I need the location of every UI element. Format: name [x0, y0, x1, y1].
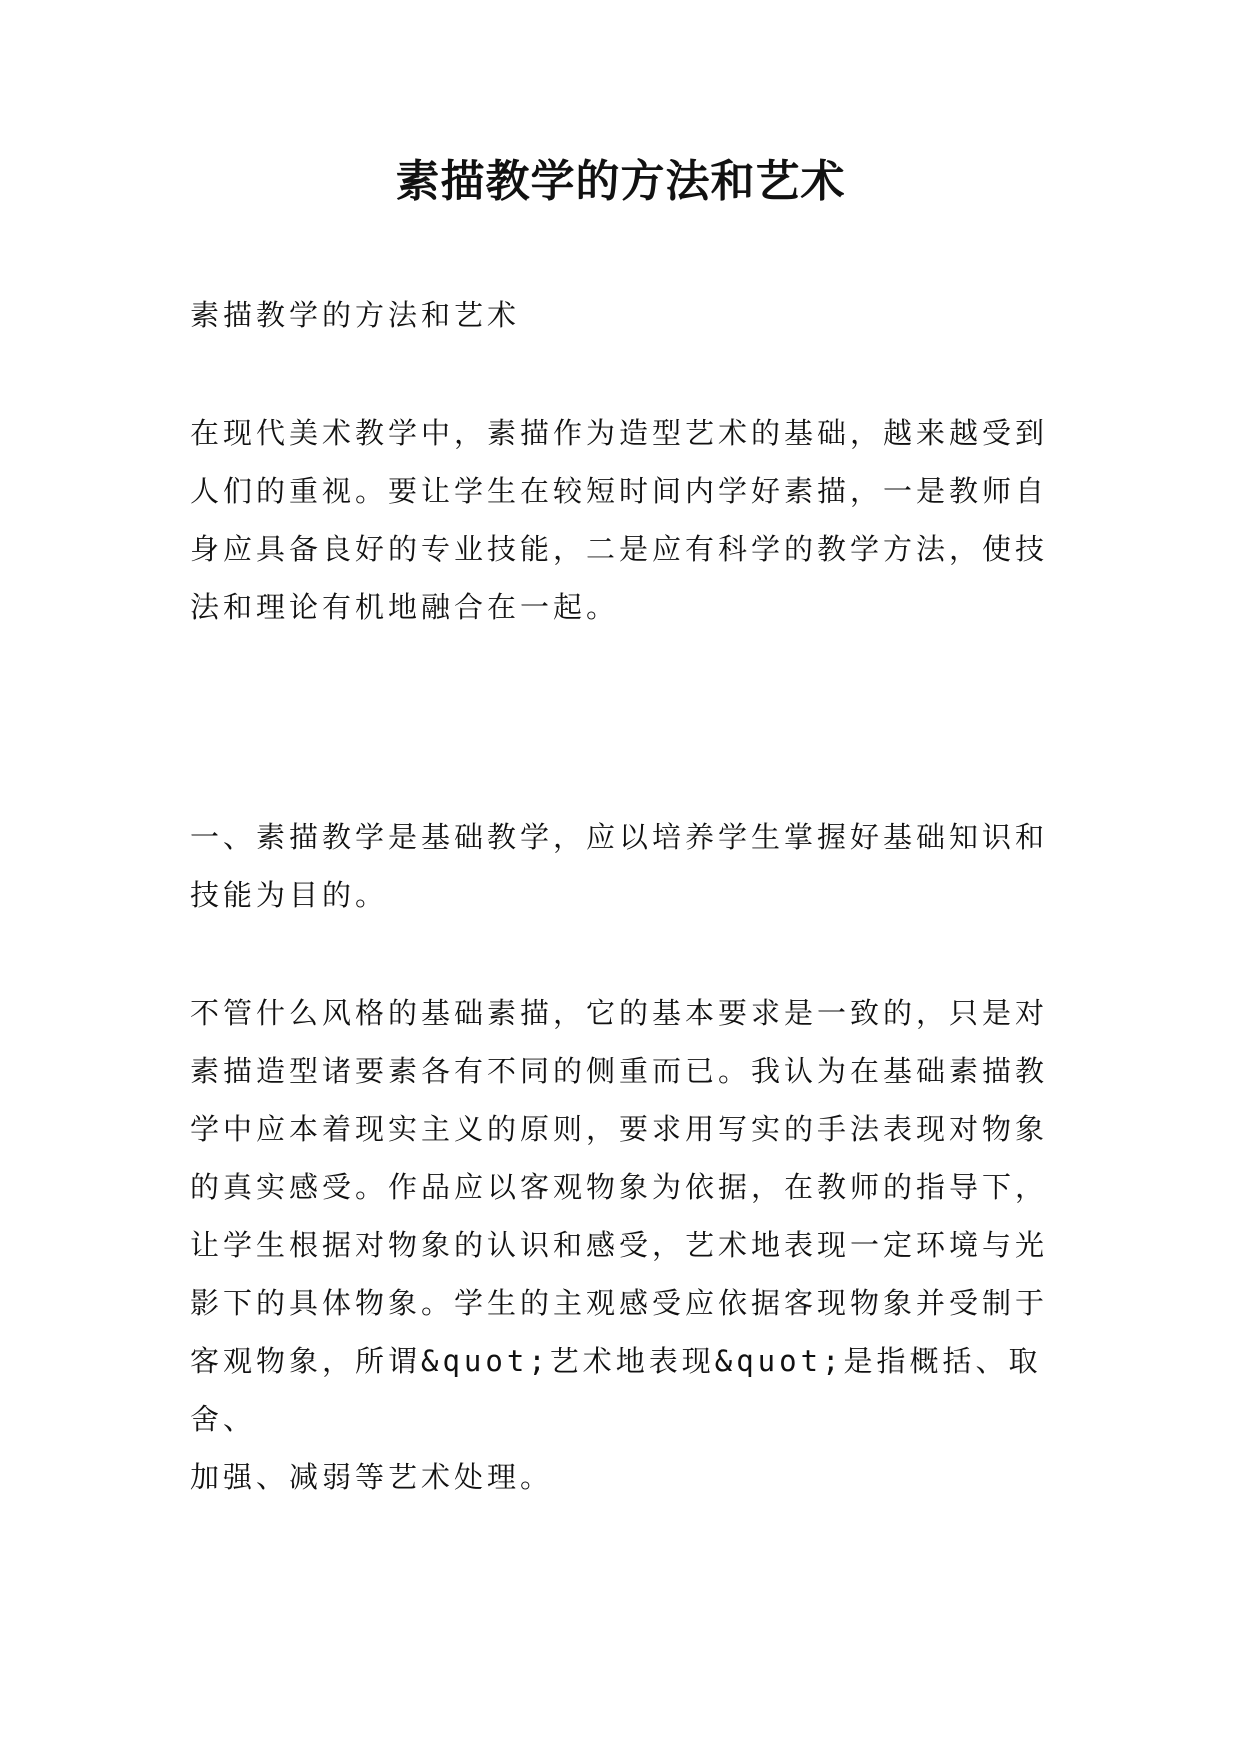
document-title: 素描教学的方法和艺术 — [395, 156, 846, 207]
section-heading: 一、素描教学是基础教学，应以培养学生掌握好基础知识和 技能为目的。 — [190, 820, 1049, 912]
body-paragraph: 不管什么风格的基础素描，它的基本要求是一致的，只是对 素描造型诸要素各有不同的侧重而已。我认为在基础素描教 学中应本着现实主义的原则，要求用写实的手法表现对物象 的真实感受。作品应以客观物象为依据，在教师的指导下， 让学生根据对物象的认识和感受，艺术地表现一定环境与光 影下的具体物象。学生的主观感受应依据客现物象并受制于 客观物象，所谓&quot;艺术地表现&quot;是指概括、取舍、 加强、减弱等艺术处理。 — [190, 996, 1049, 1494]
document-subtitle: 素描教学的方法和艺术 — [190, 298, 521, 332]
intro-paragraph: 在现代美术教学中，素描作为造型艺术的基础，越来越受到 人们的重视。要让学生在较短时间内学好素描，一是教师自 身应具备良好的专业技能，二是应有科学的教学方法，使技 法和理论有机地融合在一起。 — [190, 416, 1049, 624]
